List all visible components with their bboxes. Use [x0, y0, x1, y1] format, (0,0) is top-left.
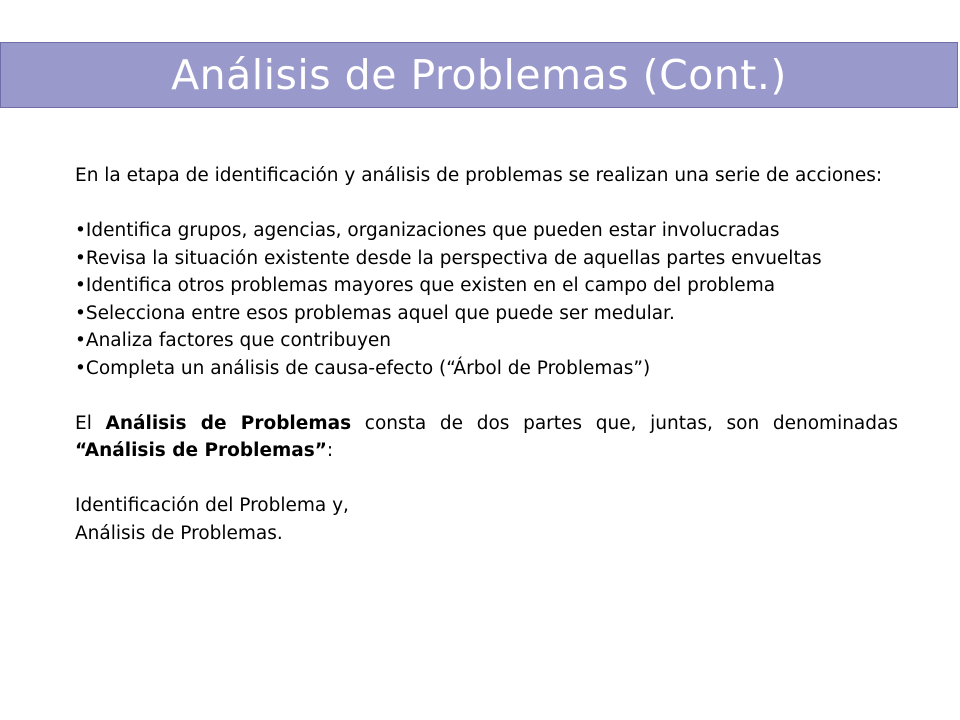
list-item-text: Revisa la situación existente desde la perspectiva de aquellas partes envueltas [85, 247, 822, 269]
title-bar [0, 42, 958, 108]
list-item [75, 217, 898, 245]
bullet-symbol: • [75, 220, 86, 241]
summary-text-2: consta de dos partes que, juntas, son denominadas [351, 412, 898, 434]
bullet-symbol: • [75, 302, 86, 324]
intro-paragraph: En la etapa de identificación y análisis de problemas se realizan una serie de acciones: [75, 165, 883, 186]
list-item-text: Completa un análisis de causa-efecto (“Árbol de Problemas”) [85, 357, 651, 379]
bullet-symbol: • [75, 247, 86, 269]
summary-bold-quote: “Análisis de Problemas” [75, 440, 327, 461]
summary-paragraph [75, 410, 898, 465]
slide-body [75, 162, 898, 547]
bullet-symbol: • [75, 357, 86, 379]
list-item [75, 327, 898, 355]
summary-bold-term: Análisis de Problemas [105, 412, 352, 434]
bullet-symbol: • [75, 275, 86, 296]
list-item [75, 300, 898, 328]
list-item [75, 272, 898, 300]
list-item [75, 245, 898, 273]
list-item-text: Identifica grupos, agencias, organizaciones que pueden estar involucradas [85, 220, 780, 241]
list-item-text: Selecciona entre esos problemas aquel que puede ser medular. [85, 302, 675, 324]
parts-line-2: Análisis de Problemas. [75, 522, 283, 544]
spacer [75, 382, 898, 410]
slide-title: Análisis de Problemas (Cont.) [171, 51, 787, 99]
list-item-text: Identifica otros problemas mayores que existen en el campo del problema [85, 275, 776, 296]
summary-text-1: El [75, 412, 106, 434]
bullet-symbol: • [75, 330, 86, 351]
spacer [75, 465, 898, 493]
list-item [75, 355, 898, 383]
spacer [75, 190, 898, 218]
parts-line-1: Identificación del Problema y, [75, 495, 349, 516]
action-list [75, 217, 898, 382]
list-item-text: Analiza factores que contribuyen [85, 330, 392, 351]
summary-text-3: : [326, 440, 334, 461]
